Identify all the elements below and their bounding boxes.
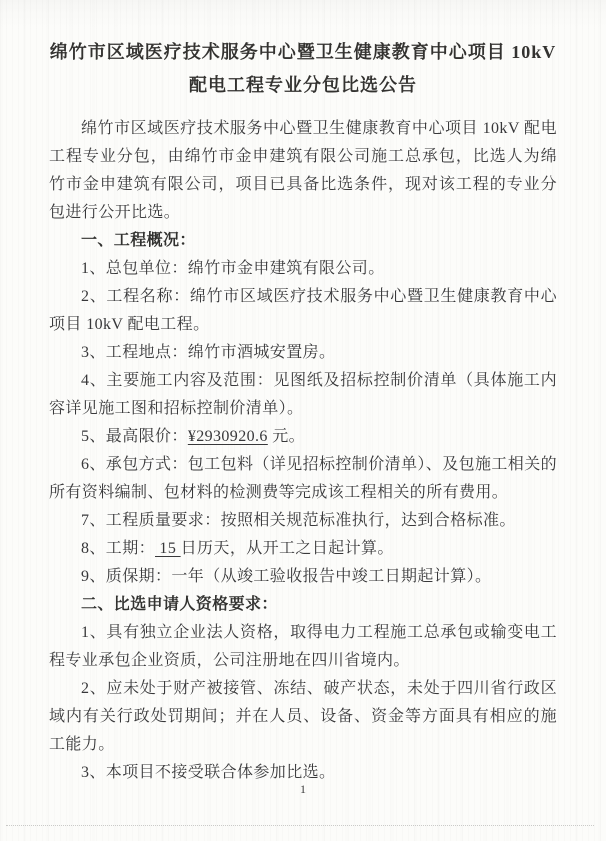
paragraph — [49, 619, 557, 675]
scan-artifact-line — [6, 825, 594, 826]
document-content — [49, 36, 557, 787]
document-title — [49, 36, 557, 102]
text-segment: 一、工程概况： — [81, 232, 196, 249]
underlined-value: ¥2930920.6 — [187, 428, 268, 445]
text-segment: 7、工程质量要求：按照相关规范标准执行，达到合格标准。 — [81, 512, 516, 529]
paragraph — [49, 283, 557, 339]
title-line-1: 绵竹市区域医疗技术服务中心暨卫生健康教育中心项目 10kV — [49, 42, 557, 62]
section-heading — [49, 591, 557, 619]
document-body — [49, 115, 557, 787]
text-segment: 绵竹市区域医疗技术服务中心暨卫生健康教育中心项目 10kV 配电工程专业分包，由绵竹市金申建筑有限公司施工总承包，比选人为绵竹市金申建筑有限公司，项目已具备比选条件，现对该工程的专业分包进行公开比选。 — [49, 120, 557, 221]
paragraph — [49, 255, 557, 283]
text-segment: 2、应未处于财产被接管、冻结、破产状态，未处于四川省行政区域内有关行政处罚期间；并在人员、设备、资金等方面具有相应的施工能力。 — [49, 680, 557, 753]
text-segment: 日历天，从开工之日起计算。 — [180, 540, 394, 557]
text-segment: 3、本项目不接受联合体参加比选。 — [81, 764, 336, 781]
text-segment: 元。 — [267, 428, 306, 445]
title-line-2: 配电工程专业分包比选公告 — [189, 75, 417, 95]
text-segment: 5、最高限价： — [81, 428, 188, 445]
text-segment: 1、具有独立企业法人资格，取得电力工程施工总承包或输变电工程专业承包企业资质，公司注册地在四川省境内。 — [49, 624, 557, 669]
underlined-value: 15 — [155, 540, 181, 557]
paragraph — [49, 423, 557, 451]
paragraph — [49, 451, 557, 507]
text-segment: 6、承包方式：包工包料（详见招标控制价清单）、及包施工相关的所有资料编制、包材料的检测费等完成该工程相关的所有费用。 — [49, 456, 558, 501]
paragraph — [49, 115, 557, 227]
text-segment: 8、工期： — [81, 540, 156, 557]
text-segment: 1、总包单位：绵竹市金申建筑有限公司。 — [81, 260, 385, 277]
paragraph — [49, 339, 557, 367]
text-segment: 2、工程名称：绵竹市区域医疗技术服务中心暨卫生健康教育中心项目 10kV 配电工程。 — [49, 288, 557, 333]
text-segment: 3、工程地点：绵竹市酒城安置房。 — [81, 344, 336, 361]
text-segment: 二、比选申请人资格要求： — [81, 596, 278, 613]
text-segment: 9、质保期：一年（从竣工验收报告中竣工日期起计算）。 — [81, 568, 492, 585]
page-number: 1 — [300, 782, 306, 796]
text-segment: 4、主要施工内容及范围：见图纸及招标控制价清单（具体施工内容详见施工图和招标控制价清单）。 — [49, 372, 557, 417]
paragraph — [49, 367, 557, 423]
paragraph — [49, 535, 557, 563]
section-heading — [49, 227, 557, 255]
paragraph — [49, 563, 557, 591]
paragraph — [49, 507, 557, 535]
paragraph — [49, 675, 557, 759]
